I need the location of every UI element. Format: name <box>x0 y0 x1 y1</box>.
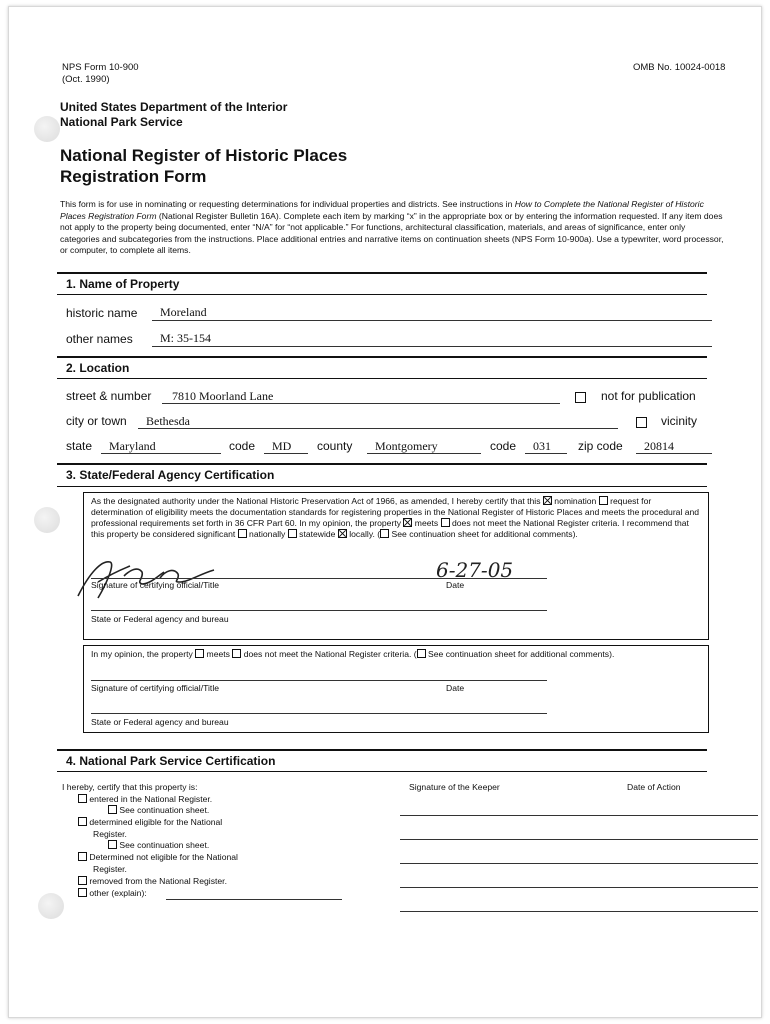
handwritten-date: 6-27-05 <box>436 558 514 582</box>
removed-checkbox[interactable] <box>78 876 87 885</box>
punch-hole-middle <box>34 507 60 533</box>
option-entered: entered in the National Register. <box>78 794 212 805</box>
not-for-publication-checkbox[interactable] <box>575 392 586 403</box>
punch-hole-bottom <box>38 893 64 919</box>
certification-statement: As the designated authority under the National Historic Preservation Act of 1966, as amended, I hereby certify that this nomination request for determination of eligibility meets the documentation standards for registering properties in the National Register of Historic Places and meets the procedural and professional requirements set forth in 36 CFR Part 60. In my opinion, the property meets does not meet the National Register criteria. I recommend that this property be considered significant nationally statewide locally. ( See continuation sheet for additional comments). <box>91 496 700 539</box>
instructions-paragraph: This form is for use in nominating or requesting determinations for individual properties and districts. See instructions in How to Complete the National Register of Historic Places Registration Form (National Register Bulletin 16A). Complete each item by marking “x” in the appropriate box or by entering the information requested. If any item does not apply to the property being documented, enter “N/A” for “not applicable.” For functions, architectural classification, materials, and areas of significance, enter only categories and subcategories from the instructions. Place additional entries and narrative items on continuation sheets (NPS Form 10-900a). Use a typewriter, word processor, or computer, to complete all items. <box>60 199 724 256</box>
option-other: other (explain): <box>78 888 147 899</box>
other-explain-line <box>166 899 342 900</box>
keeper-certify-statement: I hereby, certify that this property is: <box>62 782 198 792</box>
date2-label: Date <box>446 683 465 693</box>
section4-top-rule <box>57 749 707 751</box>
state-line <box>101 453 221 454</box>
other-names-line <box>152 346 712 347</box>
county-code-value[interactable]: 031 <box>533 439 551 453</box>
opinion-statement: In my opinion, the property meets does not meet the National Register criteria. ( See continuation sheet for additional comments). <box>91 649 615 659</box>
signature2-line <box>91 680 547 681</box>
nationally-checkbox[interactable] <box>238 529 247 538</box>
keeper-line-2 <box>400 839 758 840</box>
see-continuation2-checkbox[interactable] <box>108 840 117 849</box>
state-label: state <box>66 439 93 453</box>
continuation-sheet-checkbox[interactable] <box>380 529 389 538</box>
not-for-publication-label: not for publication <box>601 389 696 403</box>
section4-bottom-rule <box>57 771 707 772</box>
signature-line <box>91 578 547 579</box>
agency-label: State or Federal agency and bureau <box>91 614 229 624</box>
keeper-line-5 <box>400 911 758 912</box>
zip-value[interactable]: 20814 <box>644 439 674 453</box>
option-see1: See continuation sheet. <box>108 805 209 816</box>
statewide-checkbox[interactable] <box>288 529 297 538</box>
date-of-action-label: Date of Action <box>627 782 681 792</box>
section2-title: 2. Location <box>66 361 130 375</box>
keeper-line-1 <box>400 815 758 816</box>
keeper-signature-label: Signature of the Keeper <box>409 782 500 792</box>
other-names-label: other names <box>66 332 133 346</box>
department: United States Department of the Interior <box>60 100 288 114</box>
section1-top-rule <box>57 272 707 274</box>
form-title-line2: Registration Form <box>60 167 207 186</box>
vicinity-label: vicinity <box>661 414 698 428</box>
locally-checkbox[interactable] <box>338 529 347 538</box>
form-date: (Oct. 1990) <box>62 74 110 85</box>
state-code-label: code <box>229 439 256 453</box>
city-value[interactable]: Bethesda <box>146 414 190 428</box>
county-code-label: code <box>490 439 517 453</box>
option-not-eligible: Determined not eligible for the National <box>78 852 238 863</box>
opinion-does-not-meet-checkbox[interactable] <box>232 649 241 658</box>
section4-title: 4. National Park Service Certification <box>66 754 276 768</box>
form-number: NPS Form 10-900 <box>62 62 139 73</box>
vicinity-checkbox[interactable] <box>636 417 647 428</box>
date-label: Date <box>446 580 465 590</box>
agency-service: National Park Service <box>60 115 183 129</box>
county-line <box>367 453 481 454</box>
opinion-continuation-checkbox[interactable] <box>417 649 426 658</box>
zip-line <box>636 453 712 454</box>
agency2-line <box>91 713 547 714</box>
section2-top-rule <box>57 356 707 358</box>
keeper-line-3 <box>400 863 758 864</box>
opinion-meets-checkbox[interactable] <box>195 649 204 658</box>
county-label: county <box>317 439 353 453</box>
not-eligible-checkbox[interactable] <box>78 852 87 861</box>
agency-line <box>91 610 547 611</box>
city-label: city or town <box>66 414 127 428</box>
state-code-value[interactable]: MD <box>272 439 292 453</box>
street-label: street & number <box>66 389 152 403</box>
section2-bottom-rule <box>57 378 707 379</box>
historic-name-label: historic name <box>66 306 138 320</box>
street-line <box>162 403 560 404</box>
section3-title: 3. State/Federal Agency Certification <box>66 468 275 482</box>
option-determined-cont: Register. <box>93 829 127 839</box>
zip-label: zip code <box>578 439 623 453</box>
section1-bottom-rule <box>57 294 707 295</box>
section3-bottom-rule <box>57 486 707 487</box>
historic-name-line <box>152 320 712 321</box>
option-determined: determined eligible for the National <box>78 817 222 828</box>
state-code-line <box>264 453 308 454</box>
request-checkbox[interactable] <box>599 496 608 505</box>
state-value[interactable]: Maryland <box>109 439 156 453</box>
keeper-line-4 <box>400 887 758 888</box>
street-value[interactable]: 7810 Moorland Lane <box>172 389 274 403</box>
nomination-checkbox[interactable] <box>543 496 552 505</box>
option-not-eligible-cont: Register. <box>93 864 127 874</box>
entered-checkbox[interactable] <box>78 794 87 803</box>
section1-title: 1. Name of Property <box>66 277 180 291</box>
meets-checkbox[interactable] <box>403 518 412 527</box>
does-not-meet-checkbox[interactable] <box>441 518 450 527</box>
signature-label: Signature of certifying official/Title <box>91 580 220 590</box>
county-value[interactable]: Montgomery <box>375 439 438 453</box>
determined-eligible-checkbox[interactable] <box>78 817 87 826</box>
historic-name-value[interactable]: Moreland <box>160 305 207 319</box>
county-code-line <box>525 453 567 454</box>
form-title-line1: National Register of Historic Places <box>60 146 348 165</box>
section3-top-rule <box>57 463 707 465</box>
signature2-label: Signature of certifying official/Title <box>91 683 220 693</box>
other-checkbox[interactable] <box>78 888 87 897</box>
agency2-label: State or Federal agency and bureau <box>91 717 229 727</box>
city-line <box>138 428 618 429</box>
omb-number: OMB No. 10024-0018 <box>633 62 726 73</box>
other-names-value[interactable]: M: 35-154 <box>160 331 211 345</box>
option-see2: See continuation sheet. <box>108 840 209 851</box>
see-continuation1-checkbox[interactable] <box>108 805 117 814</box>
punch-hole-top <box>34 116 60 142</box>
option-removed: removed from the National Register. <box>78 876 227 887</box>
